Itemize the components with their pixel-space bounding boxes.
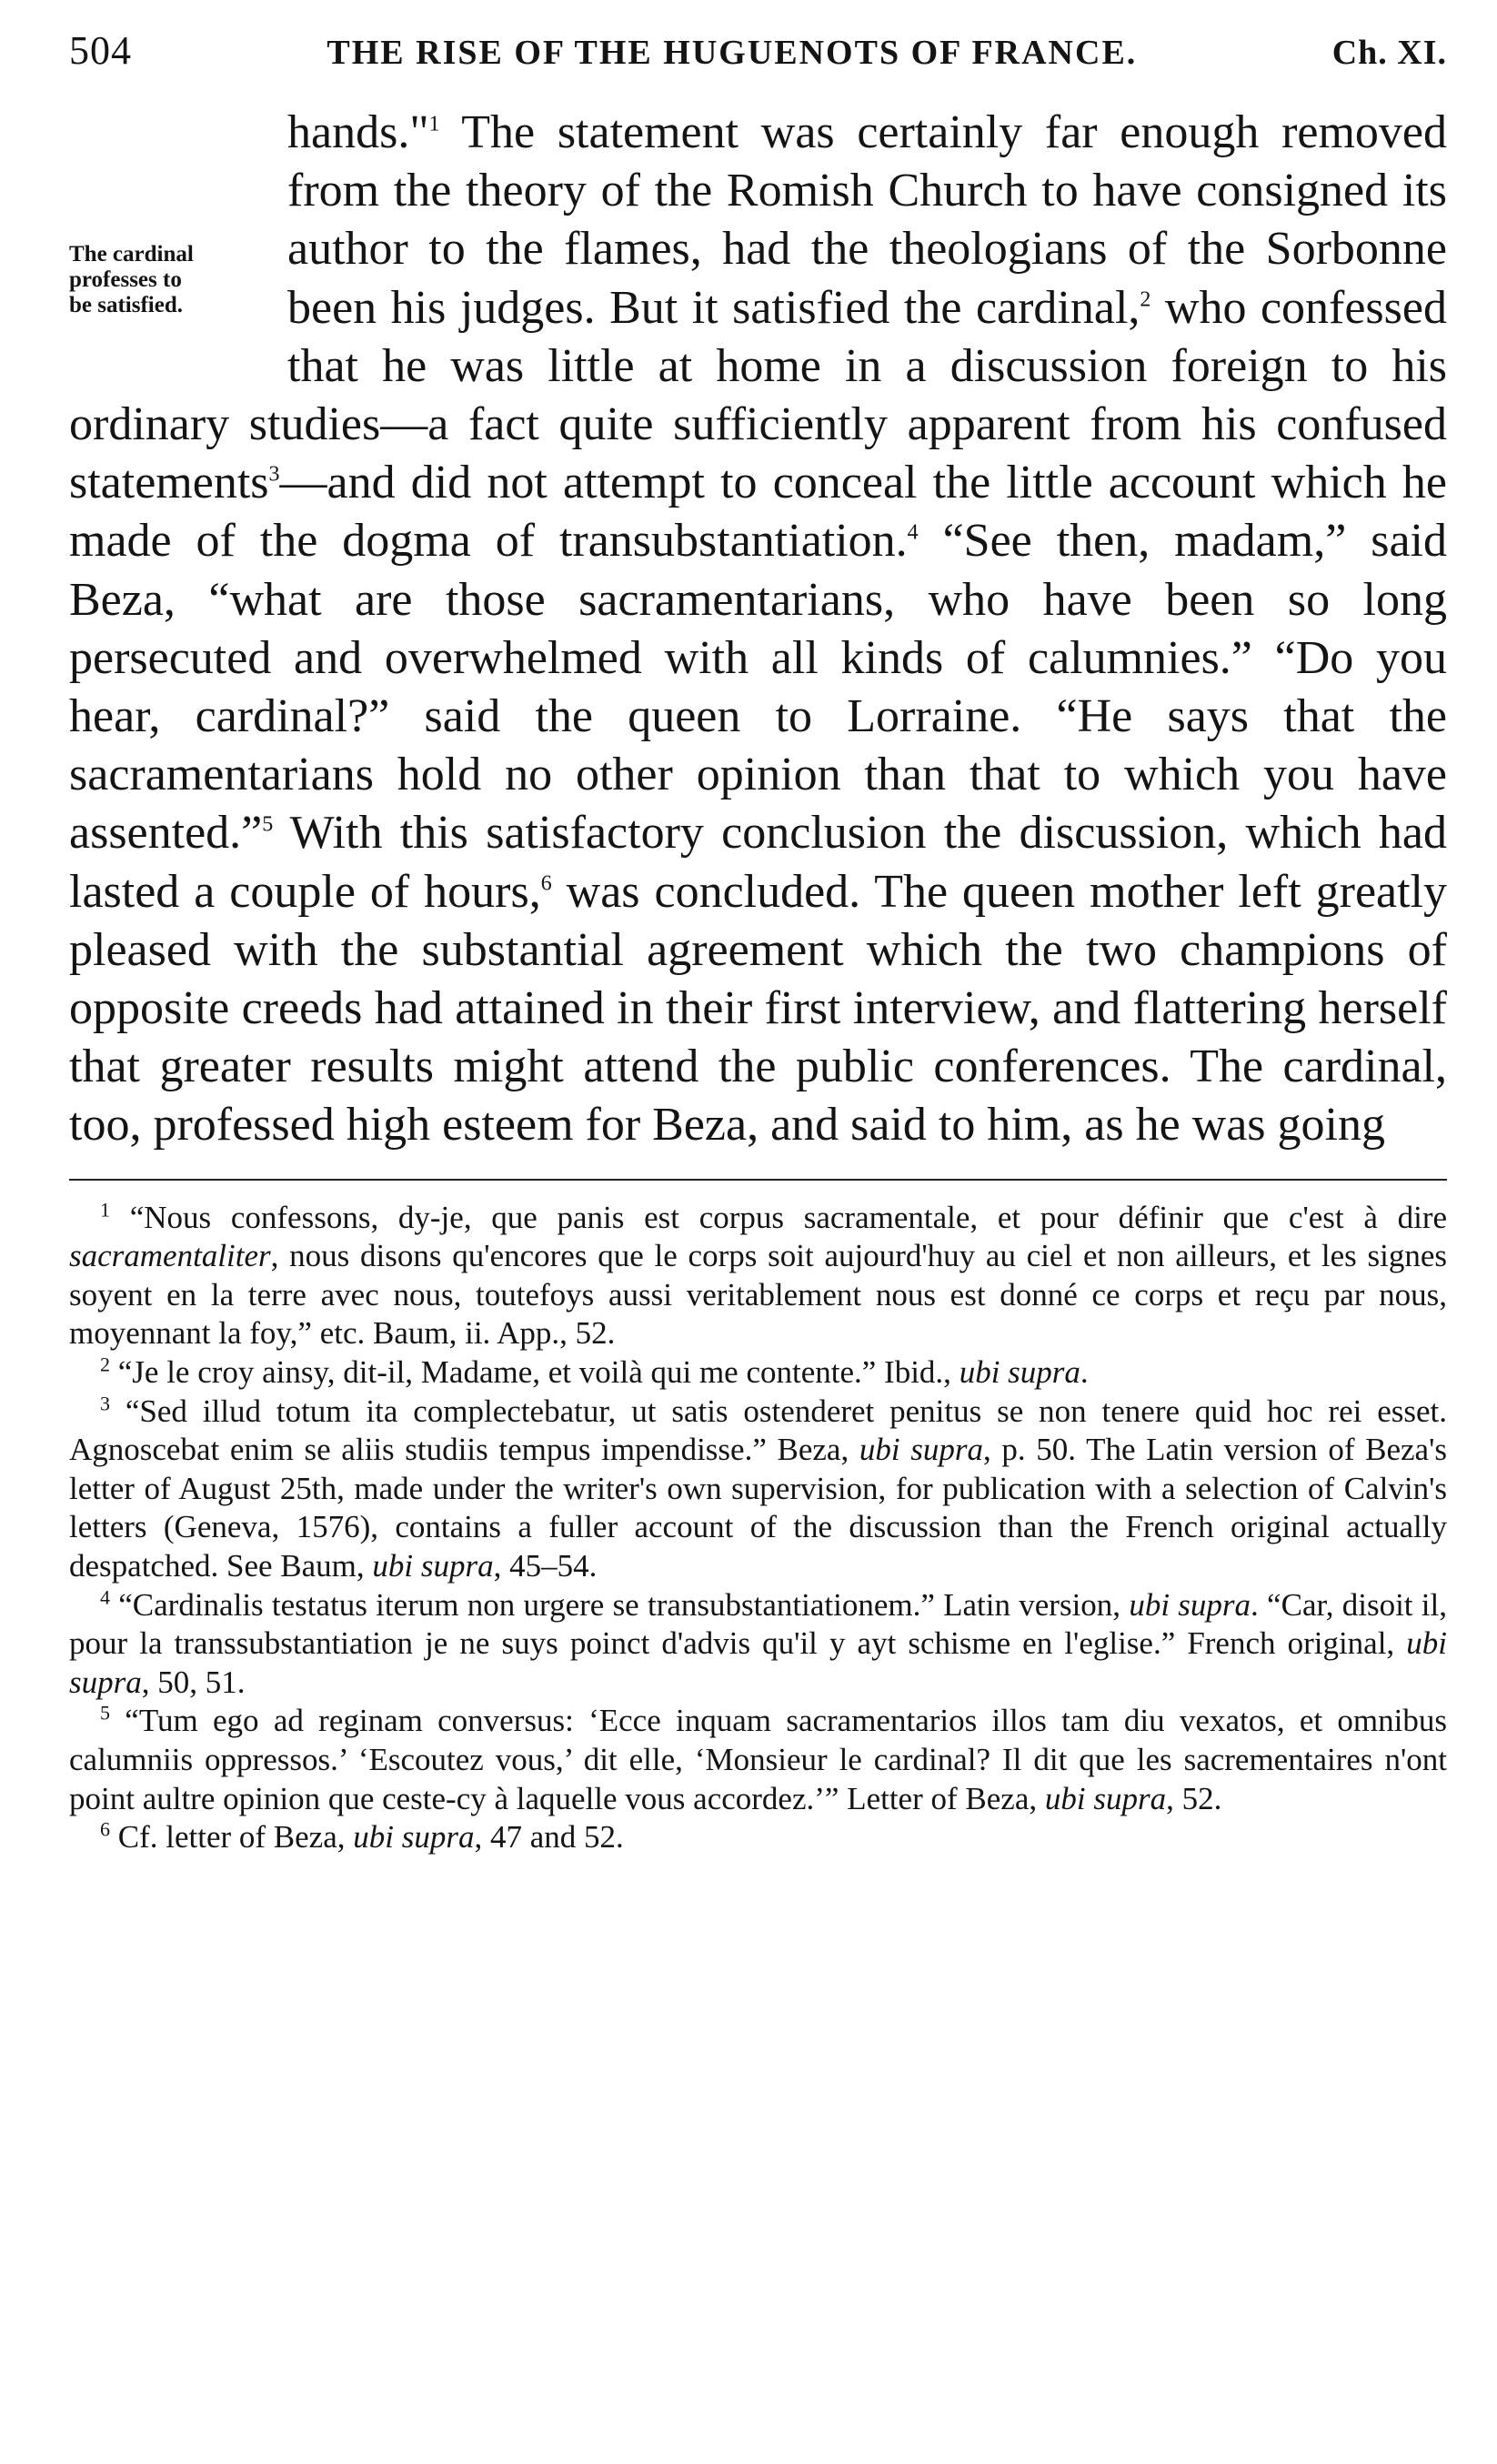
margin-note-line: be satisfied. bbox=[69, 293, 183, 317]
text-run: —and did not attempt to conceal the little account which he made of the dogma of transubstantiation. bbox=[69, 457, 1447, 568]
footnote-text: , 47 and 52. bbox=[474, 1819, 624, 1856]
footnote-italic: ubi supra bbox=[859, 1432, 983, 1468]
footnote-italic: ubi supra bbox=[1129, 1586, 1251, 1623]
footnote-marker: 1 bbox=[428, 112, 440, 136]
footnote-text: “Nous confessons, dy-je, que panis est corpus sacramentale, et pour définir que c'est à dire bbox=[129, 1199, 1448, 1235]
text-run: “See then, madam,” said Beza, “what are those sacramentarians, who have been so long persecuted and overwhelmed with all kinds of calumnies.” “Do you hear, cardinal?” said the queen to Lorraine. “He says that the sacramentarians hold no other opinion than that to which you have assented.” bbox=[69, 515, 1447, 860]
footnote-2 bbox=[69, 1353, 1447, 1393]
footnote-text: , p. 50. The Latin version of Beza's letter of August 25th, made under the writer's own supervision, for publication with a selection of Calvin's letters (Geneva, 1576), contains a fuller account of the discussion than the French original actually despatched. See Baum, bbox=[69, 1432, 1447, 1584]
text-run: With this satisfactory conclusion the discussion, which had lasted a couple of hours, bbox=[69, 807, 1447, 918]
footnote-4 bbox=[69, 1586, 1447, 1703]
text-run: hands." bbox=[287, 106, 429, 158]
footnote-text: , 45–54. bbox=[493, 1548, 598, 1584]
footnote-text: “Je le croy ainsy, dit-il, Madame, et voilà qui me contente.” Ibid., bbox=[117, 1354, 959, 1391]
footnote-6 bbox=[69, 1818, 1447, 1857]
main-text bbox=[69, 104, 1447, 1155]
footnote-marker: 4 bbox=[907, 521, 919, 546]
footnote-1 bbox=[69, 1199, 1447, 1353]
footnote-italic: ubi supra bbox=[1044, 1780, 1167, 1816]
footnote-number: 2 bbox=[100, 1353, 110, 1376]
margin-note bbox=[69, 220, 287, 395]
text-run: was concluded. The queen mother left greatly pleased with the substantial agreement which the two champions of opposite creeds had attained in their first interview, and flattering herself that greater results might attend the public conferences. The cardinal, too, professed high esteem for Beza, and said to him, as he was going bbox=[69, 865, 1447, 1152]
book-page bbox=[69, 27, 1447, 1857]
footnote-marker: 6 bbox=[540, 871, 552, 896]
footnote-text: , nous disons qu'encores que le corps soit aujourd'huy au ciel et non ailleurs, et les signes soyent en la terre avec nous, toutefoys aussi veritablement nous est donné ce corps et reçu par nous, moyennant la foy,” etc. Baum, ii. App., 52. bbox=[69, 1238, 1447, 1352]
footnote-marker: 2 bbox=[1140, 287, 1151, 312]
footnote-text: “Cardinalis testatus iterum non urgere se transubstantiationem.” Latin version, bbox=[118, 1586, 1130, 1623]
footnote-number: 1 bbox=[100, 1198, 110, 1221]
footnote-marker: 5 bbox=[262, 813, 274, 838]
footnote-text: “Sed illud totum ita complectebatur, ut satis ostenderet penitus se non tenere quid hoc rei esset. Agnoscebat enim se aliis studiis tempus impendisse.” Beza, bbox=[69, 1393, 1448, 1468]
footnote-3 bbox=[69, 1393, 1447, 1586]
running-title: THE RISE OF THE HUGUENOTS OF FRANCE. bbox=[327, 34, 1138, 72]
footnote-5 bbox=[69, 1702, 1447, 1818]
text-run: who confessed that he was little at home in a discussion foreign to his ordinary studies—a fact quite sufficiently apparent from his confused statements bbox=[69, 281, 1447, 509]
footnotes bbox=[69, 1199, 1447, 1857]
footnote-italic: ubi supra bbox=[69, 1625, 1447, 1700]
footnote-text: Cf. letter of Beza, bbox=[117, 1819, 354, 1856]
page-number: 504 bbox=[69, 28, 132, 73]
text-run: The statement was certainly far enough removed from the theory of the Romish Church to have consigned its author to the flames, had the theologians of the Sorbonne been his judges. But it satisfied the cardinal, bbox=[287, 106, 1447, 334]
chapter-label: Ch. XI. bbox=[1331, 34, 1447, 72]
margin-note-line: The cardinal bbox=[69, 242, 194, 267]
footnote-italic: ubi supra bbox=[959, 1354, 1080, 1391]
footnote-divider bbox=[69, 1179, 1447, 1181]
running-header bbox=[69, 27, 1447, 91]
footnote-text: , 52. bbox=[1166, 1780, 1222, 1816]
footnote-italic: ubi supra bbox=[353, 1819, 475, 1856]
footnote-marker: 3 bbox=[268, 462, 280, 487]
margin-note-line: professes to bbox=[69, 267, 182, 292]
footnote-number: 5 bbox=[100, 1701, 110, 1725]
footnote-text: . “Car, disoit il, pour la transsubstantiation je ne suys poinct d'advis qu'il y ayt schisme en l'eglise.” French original, bbox=[69, 1586, 1447, 1662]
footnote-italic: sacramentaliter bbox=[69, 1238, 271, 1274]
footnote-number: 6 bbox=[100, 1817, 110, 1841]
footnote-italic: ubi supra bbox=[372, 1548, 494, 1584]
footnote-text: “Tum ego ad reginam conversus: ‘Ecce inquam sacramentarios illos tam diu vexatos, et omnibus calumniis oppressos.’ ‘Escoutez vous,’ dit elle, ‘Monsieur le cardinal? Il dit que les sacrementaires n'ont point aultre opinion que ceste-cy à laquelle vous accordez.’” Letter of Beza, bbox=[69, 1703, 1447, 1816]
footnote-number: 3 bbox=[100, 1391, 110, 1414]
footnote-number: 4 bbox=[100, 1584, 110, 1608]
footnote-text: , 50, 51. bbox=[141, 1664, 246, 1700]
footnote-text: . bbox=[1080, 1354, 1089, 1391]
